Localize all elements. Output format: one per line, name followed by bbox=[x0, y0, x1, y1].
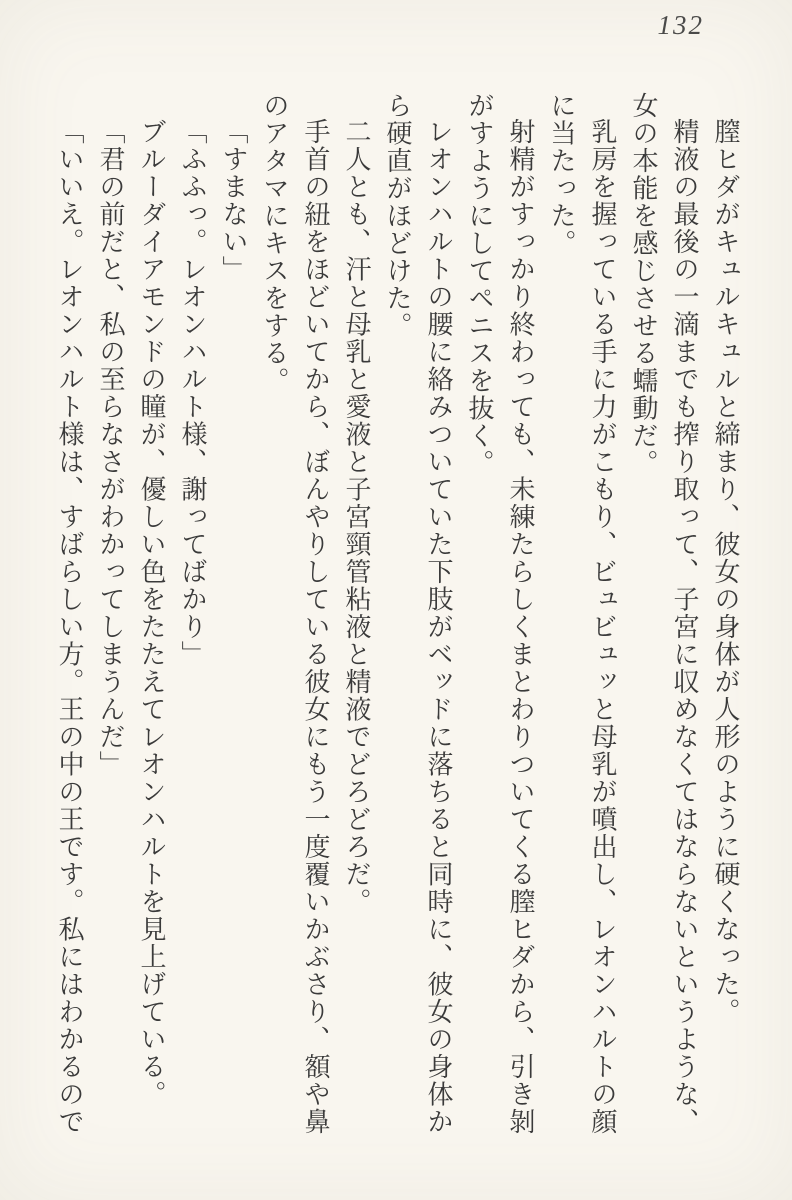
page-number: 132 bbox=[657, 10, 704, 40]
paragraph: 射精がすっかり終わっても、未練たらしくまとわりついてくる膣ヒダから、引き剝がすようにしてペニスを抜く。 bbox=[465, 92, 535, 1136]
paragraph: 二人とも、汗と母乳と愛液と子宮頸管粘液と精液でどろどろだ。 bbox=[342, 118, 371, 916]
body-text bbox=[49, 92, 746, 1142]
paragraph: 手首の紐をほどいてから、ぼんやりしている彼女にもう一度覆いかぶさり、額や鼻のアタマにキスをする。 bbox=[260, 92, 330, 1136]
paragraph: ブルーダイアモンドの瞳が、優しい色をたたえてレオンハルトを見上げている。 bbox=[137, 118, 166, 1108]
paragraph: 「すまない」 bbox=[219, 118, 248, 283]
paragraph: 「いいえ。レオンハルト様は、すばらしい方。王の中の王です。私にはわかるので bbox=[55, 118, 84, 1136]
paragraph: 精液の最後の一滴までも搾り取って、子宮に収めなくてはならないというような、女の本能を感じさせる蠕動だ。 bbox=[629, 92, 699, 1136]
paragraph: 乳房を握っている手に力がこもり、ビュビュッと母乳が噴出し、レオンハルトの顔に当たった。 bbox=[547, 92, 617, 1136]
paragraph: 「ふふっ。レオンハルト様、謝ってばかり」 bbox=[178, 118, 207, 668]
paragraph: レオンハルトの腰に絡みついていた下肢がベッドに落ちると同時に、彼女の身体から硬直がほどけた。 bbox=[383, 92, 453, 1136]
paragraph: 「君の前だと、私の至らなさがわかってしまうんだ」 bbox=[96, 118, 125, 778]
paragraph: 膣ヒダがキュルキュルと締まり、彼女の身体が人形のように硬くなった。 bbox=[711, 118, 740, 1026]
